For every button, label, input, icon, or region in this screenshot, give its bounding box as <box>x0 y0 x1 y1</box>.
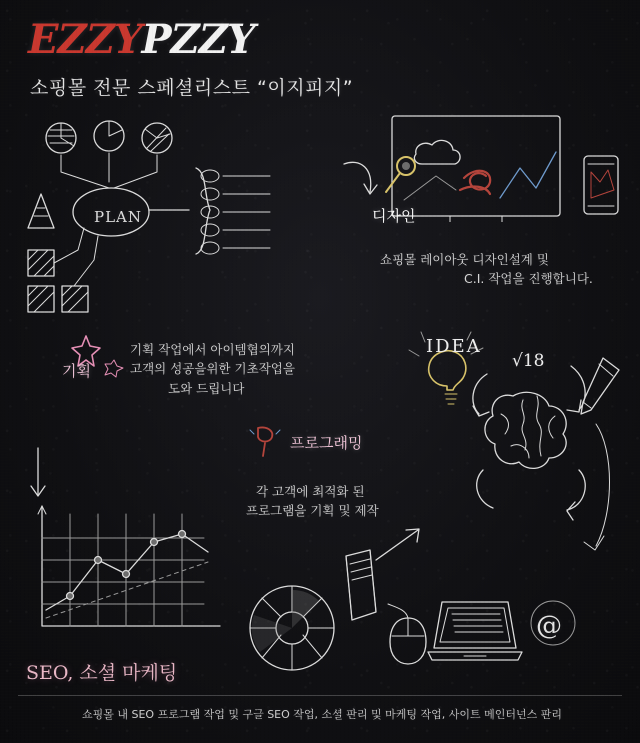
sqrt-label: √18 <box>512 351 545 371</box>
programming-marker <box>246 424 286 458</box>
design-line-1: 쇼핑몰 레이아웃 디자인설계 및 <box>380 252 549 267</box>
flow-arrow-down <box>26 446 50 502</box>
design-line-2: C.I. 작업을 진행합니다. <box>464 271 593 287</box>
section-label-design: 디자인 <box>372 207 416 225</box>
section-label-planning: 기획 <box>62 362 91 380</box>
growth-chart-illustration <box>24 500 234 650</box>
at-symbol-label: @ <box>536 611 562 641</box>
brand-logo-part1: EZZY <box>28 16 142 63</box>
planning-line-3: 도와 드립니다 <box>168 380 245 396</box>
at-circle <box>528 598 578 648</box>
planning-line-1: 기획 작업에서 아이템협의까지 <box>130 342 295 357</box>
laptop-icon <box>420 596 530 672</box>
page-tagline: 소핑몰 전문 스페셜리스트 “이지피지” <box>30 77 354 99</box>
section-body-design <box>380 250 630 289</box>
section-body-seo: 쇼핑몰 내 SEO 프로그램 작업 및 구글 SEO 작업, 소셜 판리 및 마케팅 작업, 사이트 메인터넌스 판리 <box>81 708 563 721</box>
planning-line-2: 고객의 성공을위한 기초작업을 <box>130 361 295 377</box>
flow-arrow-to-brain <box>374 524 424 564</box>
footer-divider <box>18 695 622 696</box>
programming-line-2: 프로그램을 기획 및 제작 <box>246 503 379 519</box>
section-label-programming: 프로그래밍 <box>290 434 363 452</box>
arrow-down-icon <box>26 446 50 502</box>
programming-line-1: 각 고객에 최적화 된 <box>256 484 365 499</box>
arrow-curve-icon <box>556 420 616 560</box>
plan-diagram-svg <box>14 110 274 340</box>
brand-logo <box>28 16 254 63</box>
idea-label: IDEA <box>426 336 482 357</box>
circle-icon <box>528 598 578 648</box>
plan-diagram <box>14 110 274 340</box>
arrow-up-right-icon <box>374 524 424 564</box>
laptop-illustration <box>420 596 530 672</box>
pushpin-icon <box>246 424 286 458</box>
line-chart-icon <box>24 500 234 650</box>
plan-node-label: PLAN <box>94 208 143 226</box>
section-body-planning <box>130 340 410 398</box>
brand-logo-part2: PZZY <box>141 16 255 63</box>
section-label-seo: SEO, 소셜 마케팅 <box>26 662 178 684</box>
side-flow-arrow <box>556 420 616 560</box>
